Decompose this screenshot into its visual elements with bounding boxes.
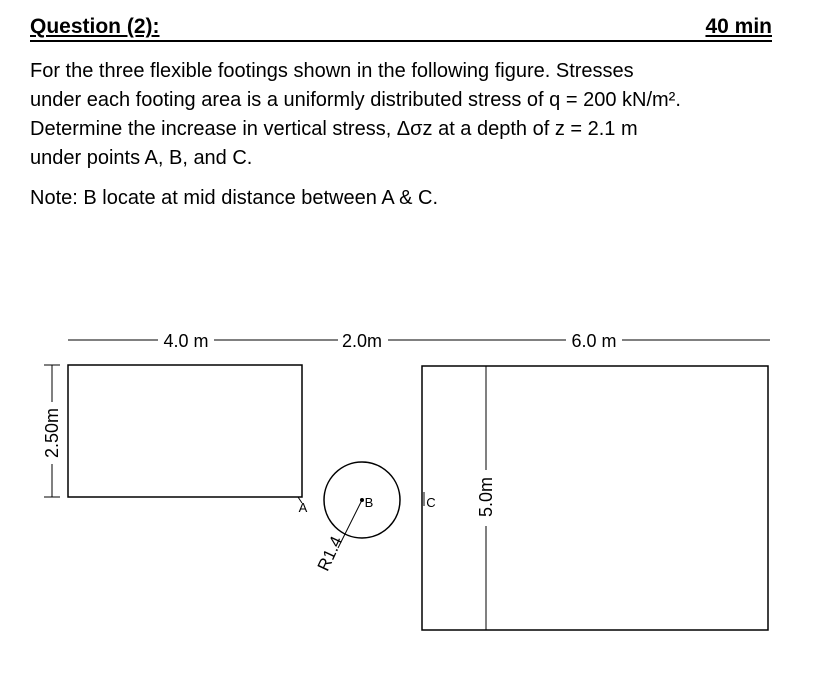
dim-width-right: 6.0 m [571,331,617,351]
problem-note: Note: B locate at mid distance between A & C. [30,187,439,209]
dim-width-left: 4.0 m [163,331,209,351]
time-allotted: 40 min [705,15,772,38]
dim-height-left: 2.50m [42,407,62,459]
question-number: Question (2): [30,15,160,38]
right-rect-footing [422,366,768,630]
problem-line-3: Determine the increase in vertical stress, Δσz at a depth of z = 2.1 m [30,118,638,140]
dim-height-right: 5.0m [476,476,496,518]
problem-line-1: For the three flexible footings shown in the following figure. Stresses [30,60,634,82]
point-c-label: C [426,495,436,510]
point-b-label: B [364,495,374,510]
left-rect-footing [68,365,302,497]
dim-gap: 2.0m [341,331,383,351]
point-a-label: A [298,500,308,515]
radius-label: R1.4 [313,533,347,574]
problem-line-4: under points A, B, and C. [30,147,253,169]
problem-line-2: under each footing area is a uniformly distributed stress of q = 200 kN/m². [30,89,681,111]
